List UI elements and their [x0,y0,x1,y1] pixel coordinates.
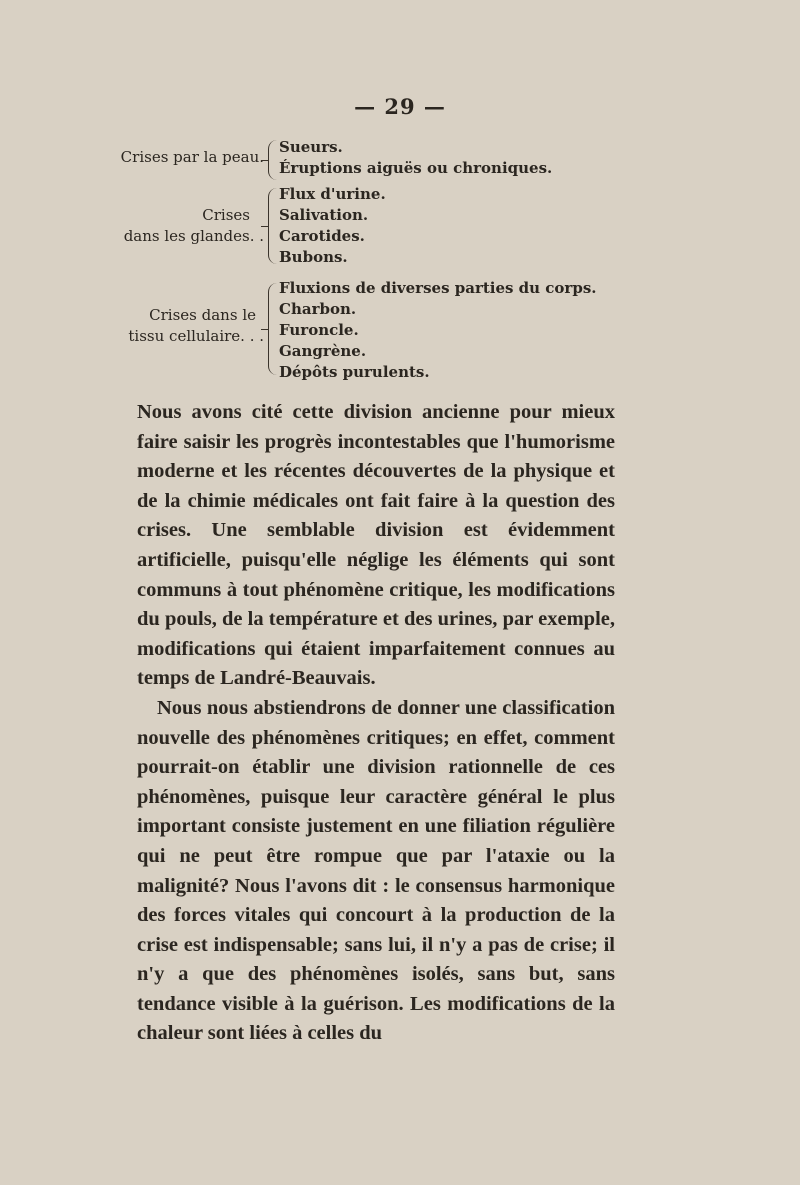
group-label-line: tissu cellulaire. . . [128,327,264,345]
brace [268,188,279,264]
brace [268,140,279,180]
group-label [121,147,264,168]
paragraph: Nous avons cité cette division ancienne pour mieux faire saisir les progrès incontestables que l'humorisme moderne et les récentes découvertes de la physique et de la chimie médicales ont fait faire à la question des crises. Une semblable division est évidemment artificielle, puisqu'elle néglige les éléments qui sont communs à tout phénomène critique, les modifications du pouls, de la température et des urines, par exemple, modifications qui étaient imparfaitement connues au temps de Landré-Beauvais. [137,401,615,690]
page-number: — 29 — [354,94,446,119]
group-item: Fluxions de diverses parties du corps. [279,279,597,297]
group-items [279,184,386,268]
group-item: Gangrène. [279,342,367,360]
group-label-line: dans les glandes. . [123,227,264,245]
group-item: Dépôts purulents. [279,363,430,381]
group-label-line: Crises par la peau. [120,148,264,166]
group-item: Sueurs. [279,138,343,156]
group-item: Carotides. [279,227,365,245]
brace [268,283,279,375]
group-items [279,278,597,383]
group-item: Bubons. [279,248,348,266]
group-label-line: Crises dans le [149,306,256,324]
group-item: Salivation. [279,206,369,224]
group-label [128,305,264,347]
group-item: Flux d'urine. [279,185,386,203]
paragraph: Nous nous abstiendrons de donner une classification nouvelle des phénomènes critiques; en effet, comment pourrait-on établir une division rationnelle de ces phénomènes, puisque leur caractère général le plus important consiste justement en une filiation régulière qui ne peut être rompue que par l'ataxie ou la malignité? Nous l'avons dit : le consensus harmonique des forces vitales qui concourt à la production de la crise est indispensable; sans lui, il n'y a pas de crise; il n'y a que des phénomènes isolés, sans but, sans tendance visible à la guérison. Les modifications de la chaleur sont liées à celles du [137,696,615,1045]
group-label [124,205,264,247]
body-text [137,398,615,1049]
group-label-line: Crises [202,206,250,224]
group-item: Éruptions aiguës ou chroniques. [279,159,553,177]
group-item: Furoncle. [279,321,359,339]
group-item: Charbon. [279,300,357,318]
group-items [279,137,552,179]
